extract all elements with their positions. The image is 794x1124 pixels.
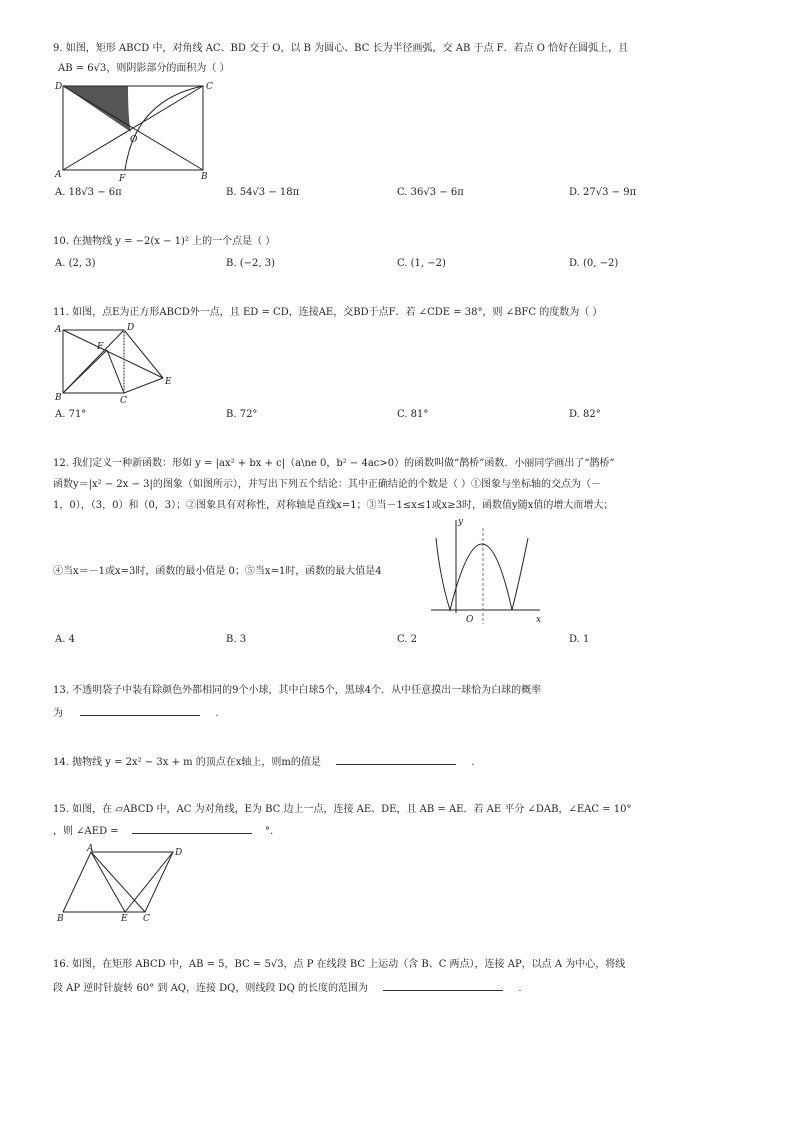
q9-figure: [55, 80, 215, 184]
q12-line1: 12. 我们定义一种新函数：形如 y = |ax² + bx + c|（a\ne 0，b² − 4ac>0）的函数叫做“鹊桥”函数．小丽同学画出了“鹊桥”: [53, 458, 615, 469]
q11-label-a: A: [55, 325, 62, 335]
q9-label-a: A: [55, 170, 62, 180]
q9-label-d: D: [55, 82, 63, 92]
q9-label-f: F: [119, 174, 126, 184]
q9-label-b: B: [201, 172, 208, 182]
q11-figure: [55, 322, 175, 404]
q16-line1: 16. 如图，在矩形 ABCD 中，AB = 5，BC = 5√3，点 P 在线段 BC 上运动（含 B、C 两点），连接 AP，以点 A 为中心，将线: [53, 959, 626, 970]
q13-answer-blank[interactable]: [80, 705, 200, 716]
q15-label-b: B: [57, 914, 64, 924]
q11-option-b: B. 72°: [226, 409, 258, 420]
q9-option-b: B. 54√3 − 18π: [226, 187, 300, 198]
q13-suffix: .: [215, 708, 219, 719]
q12-graph: [428, 518, 544, 624]
q10-option-a: A. (2, 3): [55, 258, 96, 269]
q15-label-a: A: [87, 844, 94, 854]
q12-label-y: y: [458, 517, 464, 527]
q12-line3: 1，0），（3，0）和（0，3）；②图象具有对称性，对称轴是直线x=1；③当－1≤x≤1或x≥3时，函数值y随x值的增大而增大；: [53, 500, 614, 511]
q9-label-o: O: [130, 135, 138, 145]
q15-prefix: ，则 ∠AED =: [53, 826, 119, 837]
q9-option-c: C. 36√3 − 6π: [397, 187, 464, 198]
q16-answer-blank[interactable]: [383, 980, 503, 991]
q11-option-c: C. 81°: [397, 409, 429, 420]
q9-label-c: C: [206, 82, 213, 92]
q11-stem: 11. 如图，点E为正方形ABCD外一点，且 ED = CD，连接AE，交BD于点F．若 ∠CDE = 38°，则 ∠BFC 的度数为（ ）: [53, 307, 603, 318]
q9-stem-line2: AB = 6√3，则阴影部分的面积为（ ）: [58, 63, 230, 74]
q11-label-c: C: [120, 396, 127, 406]
q12-option-d: D. 1: [569, 634, 590, 645]
q11-option-a: A. 71°: [55, 409, 87, 420]
q16-stem: 段 AP 逆时针旋转 60° 到 AQ，连接 DQ，则线段 DQ 的长度的范围为: [53, 983, 368, 994]
q10-option-d: D. (0, −2): [569, 258, 619, 269]
q15-answer-blank[interactable]: [132, 823, 252, 834]
q14-stem: 14. 抛物线 y = 2x² − 3x + m 的顶点在x轴上，则m的值是: [53, 757, 321, 768]
q10-option-c: C. (1, −2): [397, 258, 446, 269]
q12-option-b: B. 3: [226, 634, 247, 645]
q15-label-c: C: [143, 914, 150, 924]
q15-line2: [53, 823, 273, 839]
q12-option-c: C. 2: [397, 634, 418, 645]
q14-suffix: .: [471, 757, 475, 768]
q15-line1: 15. 如图，在 ▱ABCD 中，AC 为对角线，E为 BC 边上一点，连接 AE、DE，且 AB = AE．若 AE 平分 ∠DAB，∠EAC = 10°: [53, 804, 632, 815]
q9-stem-line1: 9. 如图，矩形 ABCD 中，对角线 AC、BD 交于 O，以 B 为圆心、BC 长为半径画弧，交 AB 于点 F．若点 O 恰好在圆弧上，且: [53, 43, 629, 54]
q13-line2: [53, 705, 219, 721]
q12-line2: 函数y＝|x² − 2x − 3|的图象（如图所示），并写出下列五个结论：其中正确结论的个数是（ ）①图象与坐标轴的交点为（－: [53, 479, 602, 490]
q10-option-b: B. (−2, 3): [226, 258, 275, 269]
q12-line4: ④当x＝－1或x=3时，函数的最小值是 0；⑤当x=1时，函数的最大值是4: [53, 566, 382, 577]
q15-figure: [55, 844, 185, 924]
q11-option-d: D. 82°: [569, 409, 601, 420]
q14-answer-blank[interactable]: [336, 754, 456, 765]
q16-suffix: .: [518, 983, 522, 994]
q11-label-b: B: [55, 393, 62, 403]
q16-line2: [53, 980, 522, 996]
q9-option-d: D. 27√3 − 9π: [569, 187, 637, 198]
q15-suffix: °.: [265, 826, 274, 837]
q11-label-e: E: [165, 377, 172, 387]
q13-line1: 13. 不透明袋子中装有除颜色外都相同的9个小球，其中白球5个，黑球4个．从中任意摸出一球恰为白球的概率: [53, 685, 542, 696]
q12-option-a: A. 4: [55, 634, 75, 645]
q10-stem: 10. 在抛物线 y = −2(x − 1)² 上的一个点是（ ）: [53, 236, 276, 247]
q12-label-o: O: [466, 615, 474, 625]
q9-option-a: A. 18√3 − 6π: [55, 187, 122, 198]
q13-prefix: 为: [53, 708, 63, 719]
q11-label-d: D: [127, 323, 135, 333]
q15-label-d: D: [175, 848, 183, 858]
q14-line: [53, 754, 474, 770]
q15-label-e: E: [121, 914, 128, 924]
q12-label-x: x: [536, 615, 542, 625]
q11-label-f: F: [97, 342, 104, 352]
